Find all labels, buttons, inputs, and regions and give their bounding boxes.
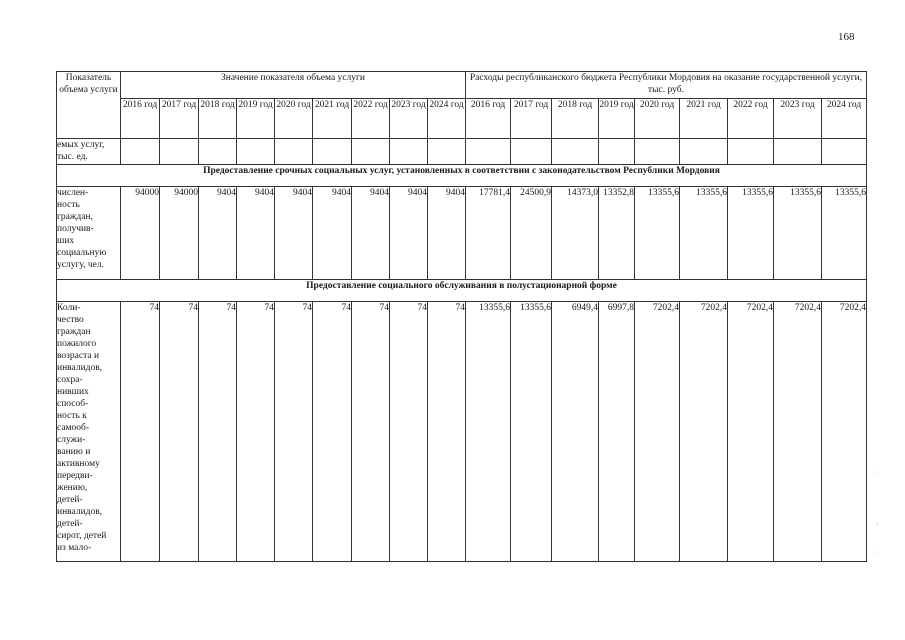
row-label-line: ших bbox=[57, 236, 75, 246]
expense-cell: 7202,4 bbox=[635, 302, 680, 562]
expense-year-header: 2024 год bbox=[822, 99, 867, 139]
empty-cell bbox=[160, 139, 199, 165]
years-header-row bbox=[57, 99, 867, 139]
row-label-line: ность к bbox=[57, 411, 87, 421]
volume-cell: 74 bbox=[160, 302, 199, 562]
continued-row bbox=[57, 139, 867, 165]
row-label-line: инвалидов, bbox=[57, 363, 103, 373]
volume-year-header: 2022 год bbox=[352, 99, 390, 139]
margin-mark: · bbox=[876, 468, 879, 477]
empty-cell bbox=[774, 139, 822, 165]
volume-cell: 94000 bbox=[121, 187, 160, 280]
row-label-line: Коли- bbox=[57, 303, 81, 313]
expense-year-header: 2021 год bbox=[680, 99, 728, 139]
row-label-line: активному bbox=[57, 459, 100, 469]
indicator-header: Показатель объема услуги bbox=[57, 72, 121, 139]
expense-cell: 7202,4 bbox=[728, 302, 774, 562]
expense-cell: 7202,4 bbox=[822, 302, 867, 562]
empty-cell bbox=[313, 139, 352, 165]
row-label-line: пожилого bbox=[57, 339, 97, 349]
row-label-line: возраста и bbox=[57, 351, 100, 361]
expense-year-header: 2020 год bbox=[635, 99, 680, 139]
volume-cell: 74 bbox=[428, 302, 466, 562]
row-label-line: самооб- bbox=[57, 423, 90, 433]
row-label-line: нивших bbox=[57, 387, 89, 397]
volume-cell: 9404 bbox=[237, 187, 275, 280]
volume-cell: 94000 bbox=[160, 187, 199, 280]
volume-cell: 74 bbox=[313, 302, 352, 562]
expense-cell: 13355,6 bbox=[635, 187, 680, 280]
empty-cell bbox=[428, 139, 466, 165]
expense-year-header: 2022 год bbox=[728, 99, 774, 139]
empty-cell bbox=[552, 139, 599, 165]
row-label-line: тыс. ед. bbox=[57, 152, 88, 162]
expense-year-header: 2016 год bbox=[466, 99, 511, 139]
row-label-line: способ- bbox=[57, 399, 89, 409]
empty-cell bbox=[680, 139, 728, 165]
row-label-line: инвалидов, bbox=[57, 507, 103, 517]
volume-year-header: 2016 год bbox=[121, 99, 160, 139]
expense-cell: 13352,8 bbox=[599, 187, 635, 280]
empty-cell bbox=[466, 139, 511, 165]
margin-mark: · bbox=[876, 548, 879, 557]
empty-cell bbox=[511, 139, 552, 165]
empty-cell bbox=[599, 139, 635, 165]
row-label-line: ванию и bbox=[57, 447, 91, 457]
row-label-line: числен- bbox=[57, 188, 89, 198]
row-label-line: детей- bbox=[57, 495, 83, 505]
expense-cell: 13355,6 bbox=[728, 187, 774, 280]
row-label-line: передви- bbox=[57, 471, 93, 481]
expense-year-header: 2018 год bbox=[552, 99, 599, 139]
expense-year-header: 2017 год bbox=[511, 99, 552, 139]
volume-year-header: 2018 год bbox=[199, 99, 237, 139]
row-label-line: жению, bbox=[57, 483, 88, 493]
margin-mark: · bbox=[876, 520, 879, 529]
volume-cell: 9404 bbox=[275, 187, 313, 280]
empty-cell bbox=[390, 139, 428, 165]
section-title-semistationary: Предоставление социального обслуживания в полустационарной форме bbox=[57, 280, 867, 302]
empty-cell bbox=[199, 139, 237, 165]
volume-cell: 9404 bbox=[313, 187, 352, 280]
expense-year-header: 2023 год bbox=[774, 99, 822, 139]
volume-cell: 74 bbox=[199, 302, 237, 562]
empty-cell bbox=[728, 139, 774, 165]
data-row-semistationary bbox=[57, 302, 867, 562]
volume-cell: 9404 bbox=[352, 187, 390, 280]
expense-cell: 24500,9 bbox=[511, 187, 552, 280]
volume-cell: 74 bbox=[237, 302, 275, 562]
row-label-line: ность bbox=[57, 200, 80, 210]
row-label-line: детей- bbox=[57, 519, 83, 529]
row-label bbox=[57, 139, 121, 165]
expense-cell: 13355,6 bbox=[511, 302, 552, 562]
row-label bbox=[57, 187, 121, 280]
volume-cell: 74 bbox=[121, 302, 160, 562]
expense-cell: 6997,8 bbox=[599, 302, 635, 562]
expense-cell: 13355,6 bbox=[680, 187, 728, 280]
row-label-line: из мало- bbox=[57, 543, 92, 553]
service-volume-table bbox=[56, 71, 867, 562]
row-label-line: служи- bbox=[57, 435, 86, 445]
page-number: 168 bbox=[838, 31, 855, 43]
data-row-urgent-services bbox=[57, 187, 867, 280]
row-label-line: получив- bbox=[57, 224, 94, 234]
empty-cell bbox=[237, 139, 275, 165]
empty-cell bbox=[352, 139, 390, 165]
expense-year-header: 2019 год bbox=[599, 99, 635, 139]
expense-cell: 14373,0 bbox=[552, 187, 599, 280]
volume-cell: 9404 bbox=[428, 187, 466, 280]
row-label-line: граждан bbox=[57, 327, 91, 337]
expense-cell: 7202,4 bbox=[680, 302, 728, 562]
empty-cell bbox=[822, 139, 867, 165]
row-label-line: сохра- bbox=[57, 375, 83, 385]
row-label-line: услугу, чел. bbox=[57, 260, 105, 270]
empty-cell bbox=[121, 139, 160, 165]
volume-year-header: 2020 год bbox=[275, 99, 313, 139]
expense-cell: 13355,6 bbox=[822, 187, 867, 280]
row-label-line: чество bbox=[57, 315, 84, 325]
volume-year-header: 2017 год bbox=[160, 99, 199, 139]
expense-cell: 7202,4 bbox=[774, 302, 822, 562]
row-label bbox=[57, 302, 121, 562]
volume-cell: 74 bbox=[352, 302, 390, 562]
expense-cell: 13355,6 bbox=[774, 187, 822, 280]
volume-year-header: 2021 год bbox=[313, 99, 352, 139]
row-label-line: граждан, bbox=[57, 212, 93, 222]
volume-cell: 9404 bbox=[199, 187, 237, 280]
expense-cell: 13355,6 bbox=[466, 302, 511, 562]
empty-cell bbox=[635, 139, 680, 165]
volume-year-header: 2023 год bbox=[390, 99, 428, 139]
volume-year-header: 2024 год bbox=[428, 99, 466, 139]
volume-cell: 9404 bbox=[390, 187, 428, 280]
row-label-line: социальную bbox=[57, 248, 107, 258]
section-title-urgent-services: Предоставление срочных социальных услуг, установленных в соответствии с законодательством Республики Мордовия bbox=[57, 165, 867, 187]
expense-cell: 17781,4 bbox=[466, 187, 511, 280]
volume-cell: 74 bbox=[390, 302, 428, 562]
row-label-line: сирот, детей bbox=[57, 531, 107, 541]
expense-cell: 6949,4 bbox=[552, 302, 599, 562]
row-label-line: емых услуг, bbox=[57, 140, 105, 150]
volume-cell: 74 bbox=[275, 302, 313, 562]
volume-group-header: Значение показателя объема услуги bbox=[121, 72, 466, 99]
volume-year-header: 2019 год bbox=[237, 99, 275, 139]
empty-cell bbox=[275, 139, 313, 165]
expense-group-header: Расходы республиканского бюджета Республики Мордовия на оказание государственной услуги, тыс. руб. bbox=[466, 72, 867, 99]
